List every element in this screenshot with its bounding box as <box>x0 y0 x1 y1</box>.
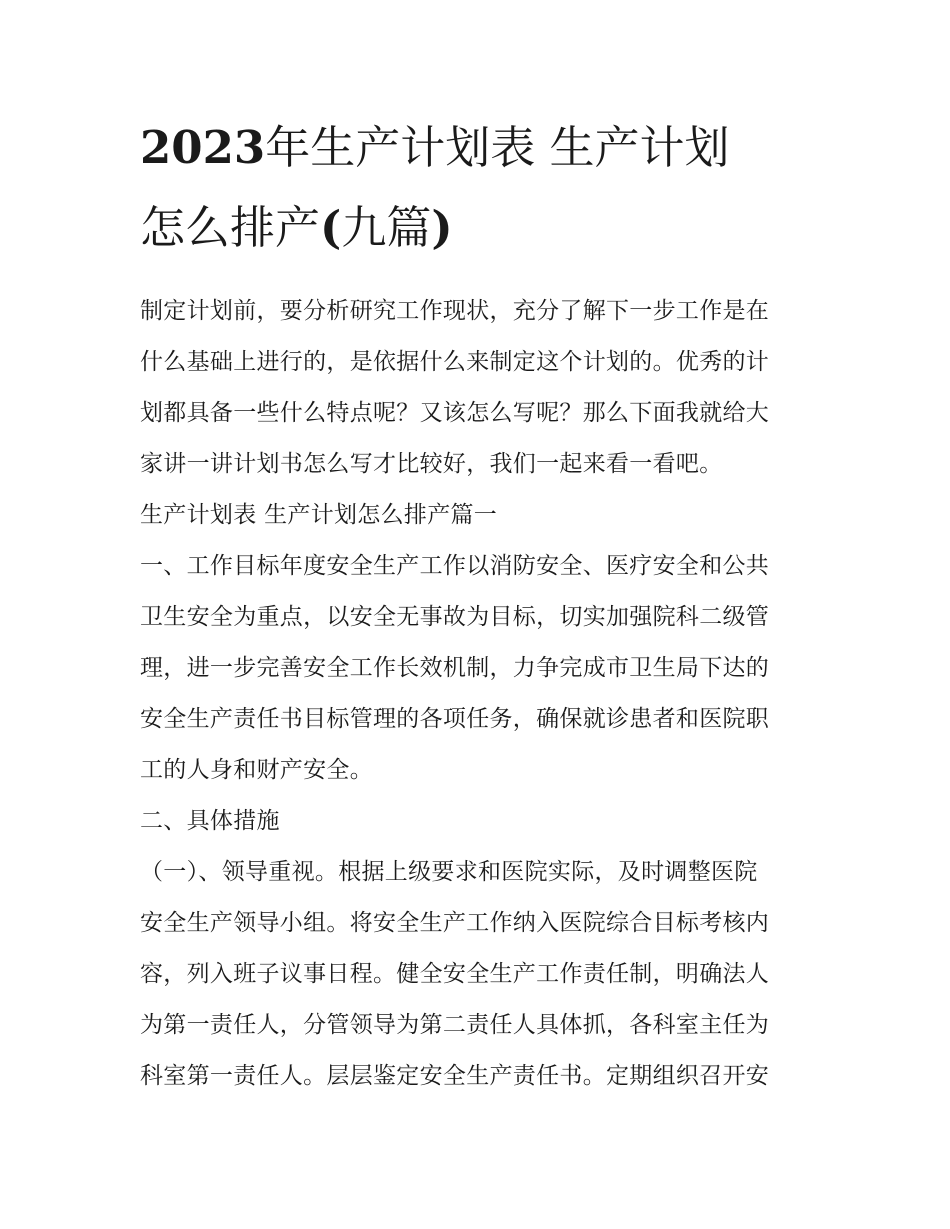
text-line: 安全生产领导小组。将安全生产工作纳入医院综合目标考核内 <box>140 910 770 936</box>
text-line: 安全生产责任书目标管理的各项任务，确保就诊患者和医院职 <box>140 706 770 732</box>
title-paren-open: ( <box>320 201 342 254</box>
text-line: 什么基础上进行的，是依据什么来制定这个计划的。优秀的计 <box>140 349 770 375</box>
document-title <box>140 108 812 268</box>
title-line-2 <box>140 188 812 268</box>
text-line: 二、具体措施 <box>140 808 280 834</box>
title-line-1 <box>140 108 812 188</box>
title-text-inner: 九篇 <box>341 201 432 254</box>
title-year: 2023 <box>140 121 266 174</box>
text-line: 理，进一步完善安全工作长效机制，力争完成市卫生局下达的 <box>140 655 770 681</box>
text-line: 家讲一讲计划书怎么写才比较好，我们一起来看一看吧。 <box>140 451 723 477</box>
title-text-1: 年生产计划表 生产计划 <box>265 121 730 174</box>
section-heading <box>140 490 812 541</box>
text-line: 容，列入班子议事日程。健全安全生产工作责任制，明确法人 <box>140 961 770 987</box>
goal-paragraph <box>140 541 812 796</box>
title-paren-close: ) <box>431 201 453 254</box>
text-line: 科室第一责任人。层层鉴定安全生产责任书。定期组织召开安 <box>140 1063 770 1089</box>
text-line: 卫生安全为重点，以安全无事故为目标，切实加强院科二级管 <box>140 604 770 630</box>
text-line: 制定计划前，要分析研究工作现状，充分了解下一步工作是在 <box>140 298 770 324</box>
text-line: 划都具备一些什么特点呢？又该怎么写呢？那么下面我就给大 <box>140 400 770 426</box>
text-line: 生产计划表 生产计划怎么排产篇一 <box>140 502 498 528</box>
text-line: 为第一责任人，分管领导为第二责任人具体抓，各科室主任为 <box>140 1012 770 1038</box>
title-text-2: 怎么排产 <box>140 201 321 254</box>
text-line: 一、工作目标年度安全生产工作以消防安全、医疗安全和公共 <box>140 553 770 579</box>
text-line: 工的人身和财产安全。 <box>140 757 373 783</box>
document-body <box>140 286 812 1102</box>
measures-heading <box>140 796 812 847</box>
document-page <box>140 108 812 1102</box>
text-line: （一）、领导重视。根据上级要求和医院实际，及时调整医院 <box>140 859 758 885</box>
measures-paragraph <box>140 847 812 1102</box>
intro-paragraph <box>140 286 812 490</box>
